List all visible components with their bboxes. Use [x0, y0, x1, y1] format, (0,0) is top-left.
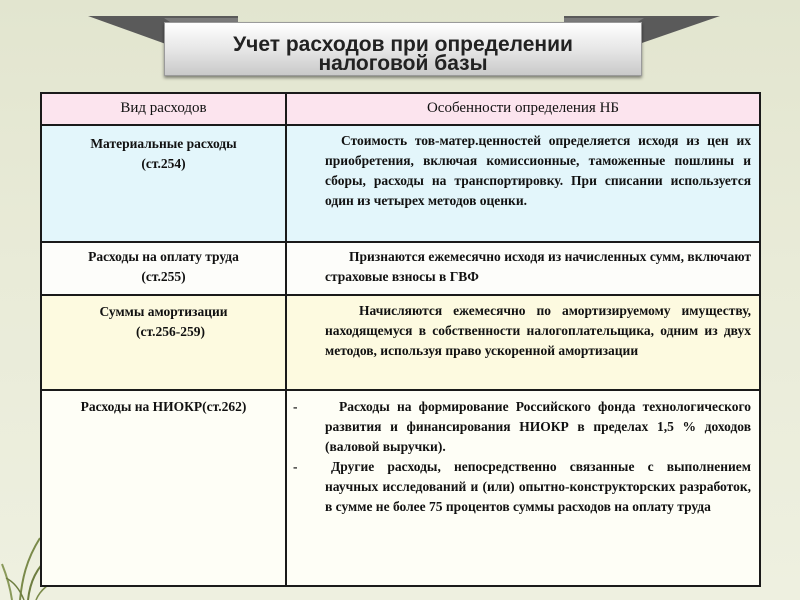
header-cell-features [287, 94, 759, 124]
list-item [287, 397, 751, 457]
expense-type-cell [42, 296, 287, 389]
expense-article: (ст.254) [141, 156, 186, 171]
expense-type: Суммы амортизации [99, 304, 228, 319]
table-row [42, 294, 759, 389]
table-row [42, 389, 759, 585]
title-line-2: налоговой базы [318, 52, 488, 75]
list-item-text: Другие расходы, непосредственно связанные с выполнением научных исследований и (или) опытно-конструкторских разработок, в сумме не более 75 процентов суммы расходов на оплату труда [325, 459, 751, 514]
expense-description-cell [287, 243, 759, 294]
expense-description: Признаются ежемесячно исходя из начисленных сумм, включают страховые взносы в ГВФ [325, 249, 751, 284]
expense-type-cell [42, 243, 287, 294]
expense-type: Материальные расходы [90, 136, 237, 151]
expense-type-cell [42, 391, 287, 585]
list-item [287, 457, 751, 517]
table-header-row [42, 94, 759, 124]
list-marker: - [293, 459, 298, 474]
expense-article: (ст.256-259) [136, 324, 205, 339]
table-row [42, 124, 759, 241]
expenses-table [40, 92, 761, 587]
title-line-1: Учет расходов при определении [233, 33, 573, 56]
expense-description: Начисляются ежемесячно по амортизируемому имуществу, находящемуся в собственности налогоплательщика, одним из двух методов, используя право ускоренной амортизации [325, 303, 751, 358]
expense-description-cell [287, 391, 759, 585]
list-item-text: Расходы на формирование Российского фонда технологического развития и финансирования НИОКР в пределах 1,5 % доходов (валовой выручки). [325, 399, 751, 454]
expense-description-cell [287, 126, 759, 241]
header-type-label: Вид расходов [120, 100, 207, 116]
header-features-label: Особенности определения НБ [426, 100, 620, 116]
expense-description-cell [287, 296, 759, 389]
slide-title [164, 22, 642, 76]
header-cell-type [42, 94, 287, 124]
expense-type: Расходы на оплату труда [88, 249, 239, 264]
table-row [42, 241, 759, 294]
expense-type-cell [42, 126, 287, 241]
expense-description: Стоимость тов-матер.ценностей определяется исходя из цен их приобретения, включая комиссионные, таможенные пошлины и сборы, расходы на транспортировку. При списании используется один из четырех методов оценки. [325, 133, 751, 208]
list-marker: - [293, 399, 298, 414]
expense-type: Расходы на НИОКР(ст.262) [80, 399, 247, 414]
expense-article: (ст.255) [141, 269, 186, 284]
